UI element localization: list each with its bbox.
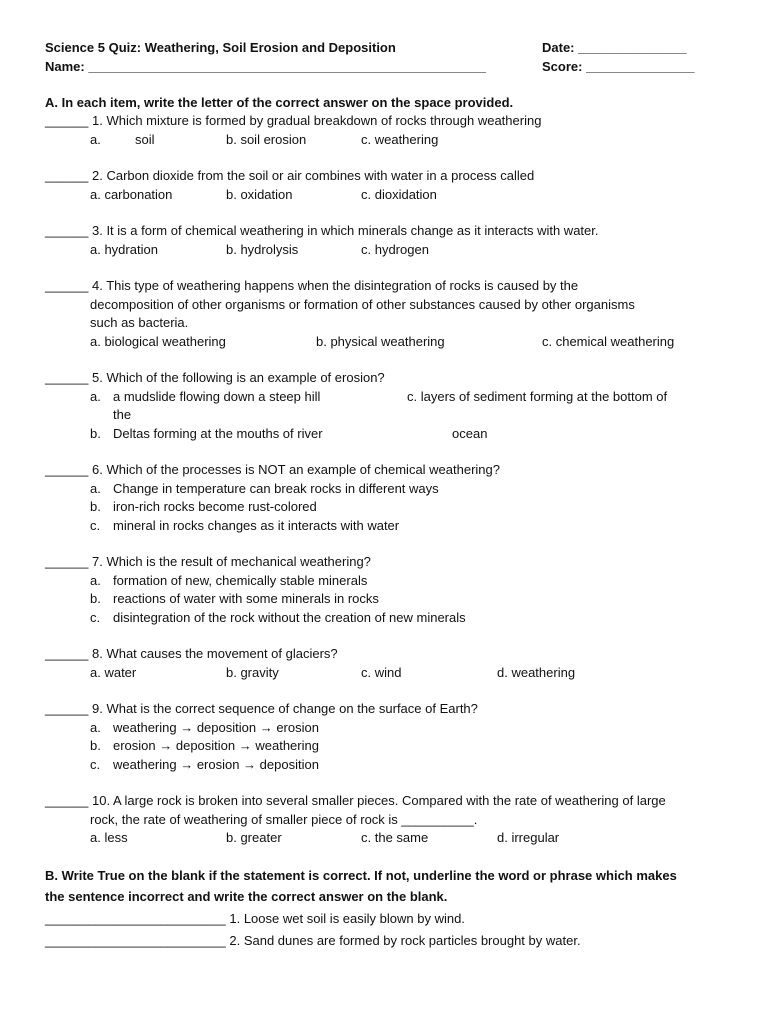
q6-option-b: iron-rich rocks become rust-colored: [113, 499, 317, 514]
part-b-instruction-line-1: B. Write True on the blank if the statement is correct. If not, underline the word or phrase which makes: [45, 868, 677, 883]
q2-option-a: a. carbonation: [90, 187, 173, 202]
q7-option-b-letter: b.: [90, 591, 101, 606]
q4-option-b: b. physical weathering: [316, 334, 445, 349]
q9-option-b-letter: b.: [90, 738, 101, 753]
q6-option-a-letter: a.: [90, 481, 101, 496]
question-6: ______ 6. Which of the processes is NOT an example of chemical weathering?: [45, 462, 500, 477]
q1-option-c: c. weathering: [361, 132, 439, 147]
q2-option-b: b. oxidation: [226, 187, 293, 202]
q4-option-a: a. biological weathering: [90, 334, 226, 349]
q10-option-b: b. greater: [226, 830, 282, 845]
q3-option-c: c. hydrogen: [361, 242, 429, 257]
question-10: ______ 10. A large rock is broken into several smaller pieces. Compared with the rate of weathering of large: [45, 793, 666, 808]
name-field: Name: _______________________________________________________: [45, 59, 486, 74]
q9-option-c-letter: c.: [90, 757, 101, 772]
question-8: ______ 8. What causes the movement of glaciers?: [45, 646, 338, 661]
q8-option-d: d. weathering: [497, 665, 576, 680]
q9-option-c: weathering → erosion → deposition: [113, 757, 319, 772]
q6-option-c-letter: c.: [90, 518, 101, 533]
q5-option-b-letter: b.: [90, 426, 101, 441]
q5-option-c-continued: the: [113, 407, 132, 422]
score-field: Score: _______________: [542, 59, 695, 74]
q6-option-b-letter: b.: [90, 499, 101, 514]
q3-option-b: b. hydrolysis: [226, 242, 299, 257]
question-4-line-2: decomposition of other organisms or formation of other substances caused by other organisms: [90, 297, 635, 312]
date-field: Date: _______________: [542, 40, 687, 55]
q5-option-b: Deltas forming at the mouths of river: [113, 426, 323, 441]
q2-option-c: c. dioxidation: [361, 187, 437, 202]
q8-option-b: b. gravity: [226, 665, 279, 680]
q7-option-c: disintegration of the rock without the creation of new minerals: [113, 610, 466, 625]
q1-option-a: soil: [135, 132, 155, 147]
question-4: ______ 4. This type of weathering happens when the disintegration of rocks is caused by the: [45, 278, 579, 293]
q5-option-a-letter: a.: [90, 389, 101, 404]
q9-option-a-letter: a.: [90, 720, 101, 735]
q3-option-a: a. hydration: [90, 242, 158, 257]
question-2: ______ 2. Carbon dioxide from the soil or air combines with water in a process called: [45, 168, 535, 183]
q7-option-a: formation of new, chemically stable minerals: [113, 573, 368, 588]
q4-option-c: c. chemical weathering: [542, 334, 675, 349]
q1-option-a-letter: a.: [90, 132, 101, 147]
part-a-instruction: A. In each item, write the letter of the correct answer on the space provided.: [45, 95, 514, 110]
q9-option-b: erosion → deposition → weathering: [113, 738, 319, 753]
q5-option-a: a mudslide flowing down a steep hill: [113, 389, 321, 404]
q7-option-a-letter: a.: [90, 573, 101, 588]
q10-option-c: c. the same: [361, 830, 429, 845]
part-b-item-1: _________________________ 1. Loose wet soil is easily blown by wind.: [45, 911, 465, 926]
question-1: ______ 1. Which mixture is formed by gradual breakdown of rocks through weathering: [45, 113, 542, 128]
question-5: ______ 5. Which of the following is an example of erosion?: [45, 370, 385, 385]
part-b-item-2: _________________________ 2. Sand dunes are formed by rock particles brought by water.: [45, 933, 581, 948]
q9-option-a: weathering → deposition → erosion: [113, 720, 319, 735]
q8-option-c: c. wind: [361, 665, 402, 680]
question-4-line-3: such as bacteria.: [90, 315, 189, 330]
question-10-line-2: rock, the rate of weathering of smaller piece of rock is __________.: [90, 812, 478, 827]
q1-option-b: b. soil erosion: [226, 132, 307, 147]
question-9: ______ 9. What is the correct sequence of change on the surface of Earth?: [45, 701, 478, 716]
q5-option-c: c. layers of sediment forming at the bottom of: [407, 389, 668, 404]
q5-option-c-ocean: ocean: [452, 426, 488, 441]
q8-option-a: a. water: [90, 665, 137, 680]
q10-option-a: a. less: [90, 830, 128, 845]
q6-option-a: Change in temperature can break rocks in different ways: [113, 481, 439, 496]
question-3: ______ 3. It is a form of chemical weathering in which minerals change as it interacts with water.: [45, 223, 599, 238]
q7-option-c-letter: c.: [90, 610, 101, 625]
q6-option-c: mineral in rocks changes as it interacts with water: [113, 518, 400, 533]
quiz-title: Science 5 Quiz: Weathering, Soil Erosion and Deposition: [45, 40, 396, 55]
part-b-instruction-line-2: the sentence incorrect and write the correct answer on the blank.: [45, 889, 448, 904]
question-7: ______ 7. Which is the result of mechanical weathering?: [45, 554, 371, 569]
q10-option-d: d. irregular: [497, 830, 560, 845]
q7-option-b: reactions of water with some minerals in rocks: [113, 591, 379, 606]
